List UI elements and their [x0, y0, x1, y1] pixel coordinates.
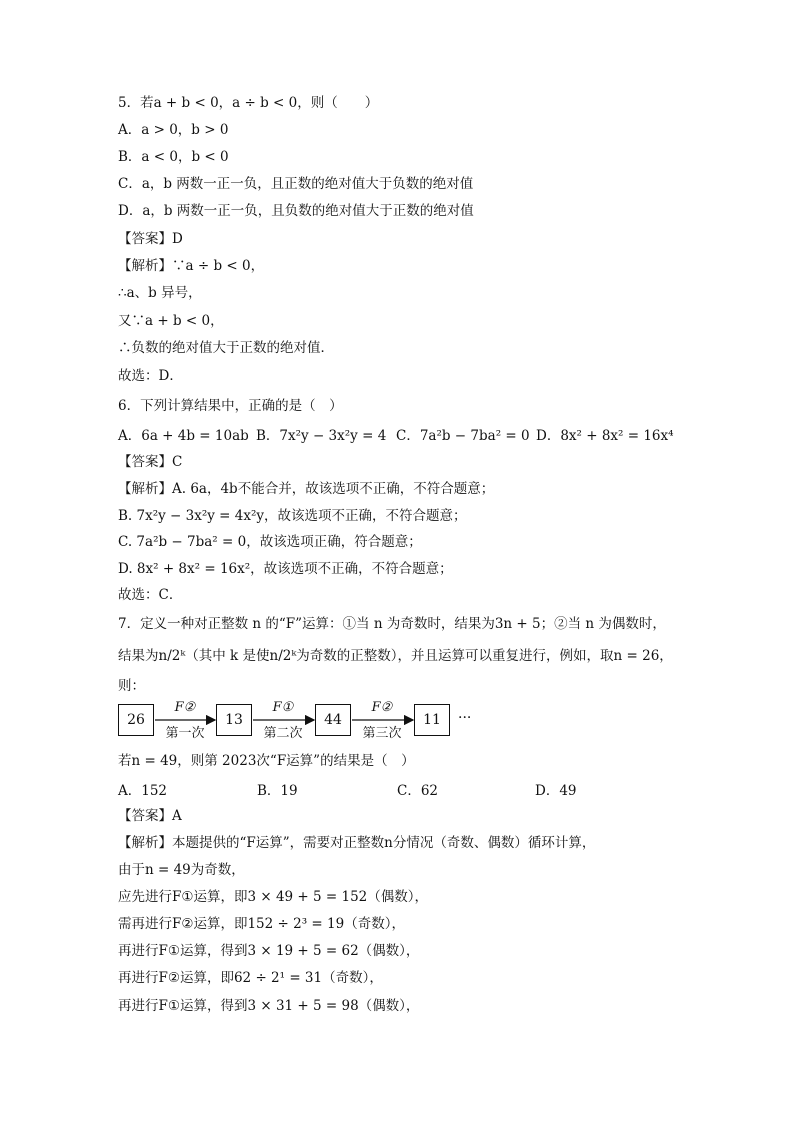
q7-option-b: B．19 — [257, 783, 298, 799]
q7-analysis-line: 再进行F①运算，得到3 × 19 + 5 = 62（偶数）， — [118, 943, 420, 959]
q5-option-b: B．a < 0，b < 0 — [118, 149, 229, 165]
q5-option-c: C．a，b 两数一正一负，且正数的绝对值大于负数的绝对值 — [118, 176, 474, 192]
q5-stem: 5．若a + b < 0，a ÷ b < 0，则（ ） — [118, 95, 379, 111]
q7-analysis-line: 再进行F①运算，得到3 × 31 + 5 = 98（偶数）， — [118, 998, 420, 1014]
q7-options — [118, 779, 618, 799]
q6-analysis-line: C. 7a²b − 7ba² = 0，故该选项正确，符合题意； — [118, 534, 422, 550]
q5-option-d: D．a，b 两数一正一负，且负数的绝对值大于正数的绝对值 — [118, 203, 474, 219]
q7-stem-line: 则： — [118, 678, 145, 694]
q5-analysis-line: 又∵a + b < 0， — [118, 313, 224, 329]
flow-step-label: 第二次 — [263, 726, 303, 741]
q5-analysis-line: 故选：D． — [118, 368, 183, 384]
q6-analysis-line: 【解析】A. 6a，4b不能合并，故该选项不正确，不符合题意； — [118, 481, 495, 497]
flow-box: 13 — [216, 704, 252, 736]
q5-option-a: A．a > 0，b > 0 — [118, 122, 229, 138]
flow-box: 44 — [315, 704, 351, 736]
f-operation-flow-diagram — [118, 700, 498, 748]
q7-option-a: A．152 — [118, 783, 168, 799]
q6-answer: 【答案】C — [118, 454, 183, 470]
flow-step-label: 第一次 — [165, 726, 205, 741]
q6-analysis-line: 故选：C． — [118, 587, 183, 603]
q6-option-c: C．7a²b − 7ba² = 0 — [396, 428, 530, 444]
q6-option-b: B．7x²y − 3x²y = 4 — [256, 428, 387, 444]
flow-ellipsis: ··· — [458, 710, 472, 726]
q6-option-a: A．6a + 4b = 10ab — [118, 428, 249, 444]
q7-option-c: C．62 — [397, 783, 439, 799]
q7-stem-line: 结果为n/2ᵏ（其中 k 是使n/2ᵏ为奇数的正整数），并且运算可以重复进行，例如，取n = 26， — [118, 648, 673, 664]
q7-stem-line: 7．定义一种对正整数 n 的“F”运算：①当 n 为奇数时，结果为3n + 5；②当 n 为偶数时， — [118, 616, 666, 632]
q7-question: 若n = 49，则第 2023次“F运算”的结果是（ ） — [118, 753, 415, 769]
q6-analysis-line: B. 7x²y − 3x²y = 4x²y，故该选项不正确，不符合题意； — [118, 508, 467, 524]
q6-stem: 6．下列计算结果中，正确的是（ ） — [118, 398, 343, 414]
q5-answer: 【答案】D — [118, 231, 183, 247]
q7-option-d: D．49 — [535, 783, 577, 799]
q7-analysis-line: 再进行F②运算，即62 ÷ 2¹ = 31（奇数）， — [118, 970, 383, 986]
flow-step-label: 第三次 — [362, 726, 402, 741]
flow-op-label: F② — [174, 700, 196, 715]
q7-analysis-line: 由于n = 49为奇数， — [118, 862, 245, 878]
q7-analysis-line: 【解析】本题提供的“F运算”，需要对正整数n分情况（奇数、偶数）循环计算， — [118, 835, 596, 851]
q7-answer: 【答案】A — [118, 808, 182, 824]
q6-options — [118, 424, 678, 444]
q7-analysis-line: 应先进行F①运算，即3 × 49 + 5 = 152（偶数）， — [118, 889, 429, 905]
flow-op-label: F① — [272, 700, 294, 715]
q5-analysis-line: ∴负数的绝对值大于正数的绝对值． — [118, 340, 334, 356]
q7-analysis-line: 需再进行F②运算，即152 ÷ 2³ = 19（奇数）， — [118, 916, 405, 932]
flow-op-label: F② — [371, 700, 393, 715]
q6-analysis-line: D. 8x² + 8x² = 16x²，故该选项不正确，不符合题意； — [118, 561, 453, 577]
flow-box: 11 — [414, 704, 450, 736]
q5-analysis-line: 【解析】∵a ÷ b < 0， — [118, 258, 265, 274]
q6-option-d: D．8x² + 8x² = 16x⁴ — [536, 428, 674, 444]
q5-analysis-line: ∴a、b 异号， — [118, 285, 202, 301]
flow-box: 26 — [118, 704, 154, 736]
